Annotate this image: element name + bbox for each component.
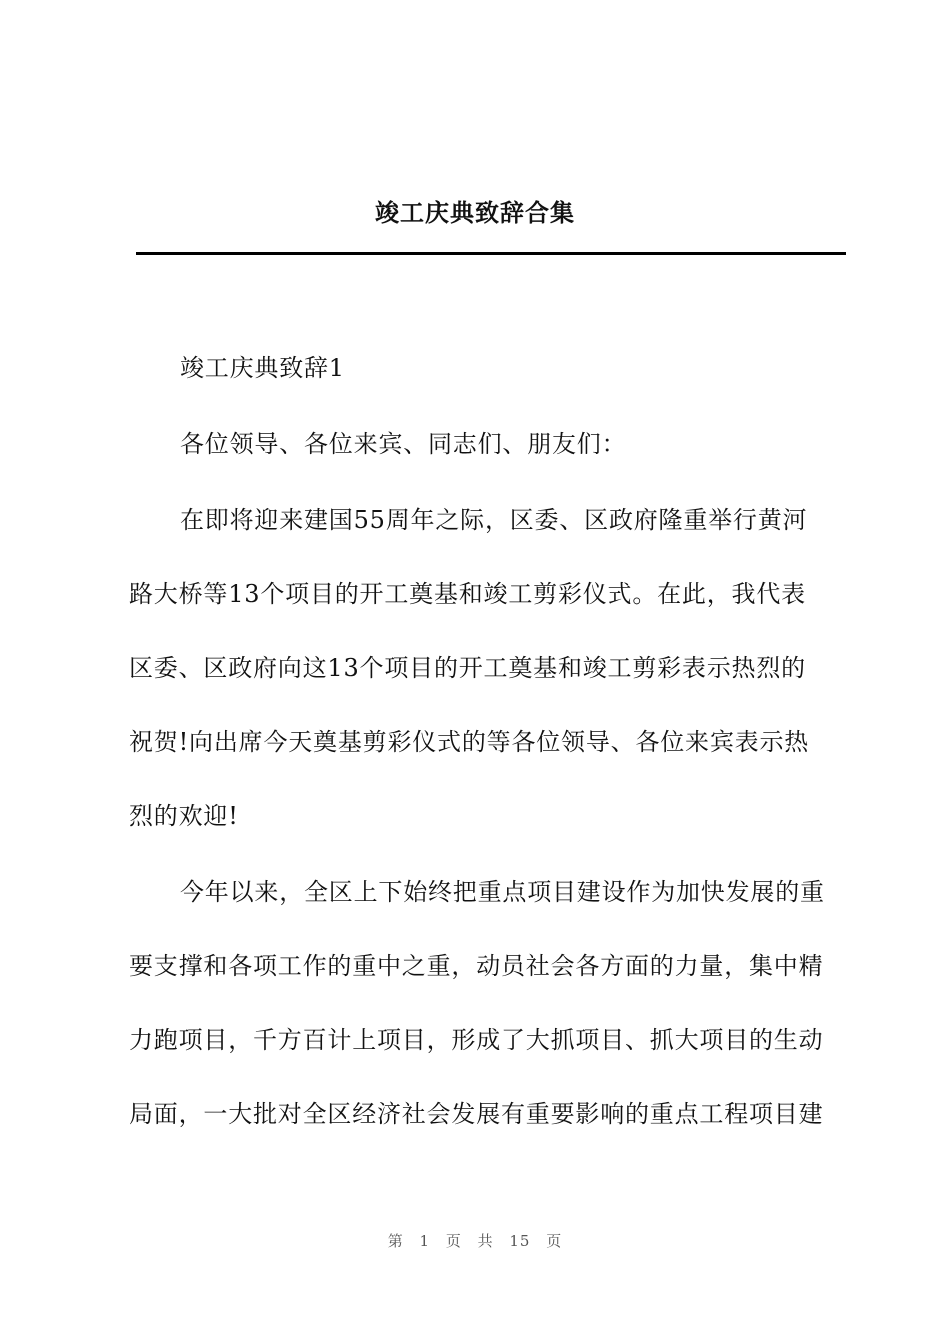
paragraph-line: 路大桥等13个项目的开工奠基和竣工剪彩仪式。在此，我代表 <box>129 580 806 608</box>
section-heading: 竣工庆典致辞1 <box>180 354 345 382</box>
paragraph-line: 烈的欢迎! <box>129 802 239 830</box>
paragraph-line: 局面，一大批对全区经济社会发展有重要影响的重点工程项目建 <box>129 1100 824 1128</box>
paragraph-line: 区委、区政府向这13个项目的开工奠基和竣工剪彩表示热烈的 <box>129 654 806 682</box>
paragraph-line: 力跑项目，千方百计上项目，形成了大抓项目、抓大项目的生动 <box>129 1026 824 1054</box>
paragraph-line: 祝贺!向出席今天奠基剪彩仪式的等各位领导、各位来宾表示热 <box>129 728 810 756</box>
salutation-line: 各位领导、各位来宾、同志们、朋友们： <box>180 430 627 458</box>
title-underline <box>136 252 846 255</box>
page-number-footer: 第 1 页 共 15 页 <box>387 1232 563 1250</box>
document-title: 竣工庆典致辞合集 <box>375 199 575 227</box>
paragraph-line: 要支撑和各项工作的重中之重，动员社会各方面的力量，集中精 <box>129 952 824 980</box>
paragraph-line: 在即将迎来建国55周年之际，区委、区政府隆重举行黄河 <box>180 506 808 534</box>
paragraph-line: 今年以来，全区上下始终把重点项目建设作为加快发展的重 <box>180 878 825 906</box>
